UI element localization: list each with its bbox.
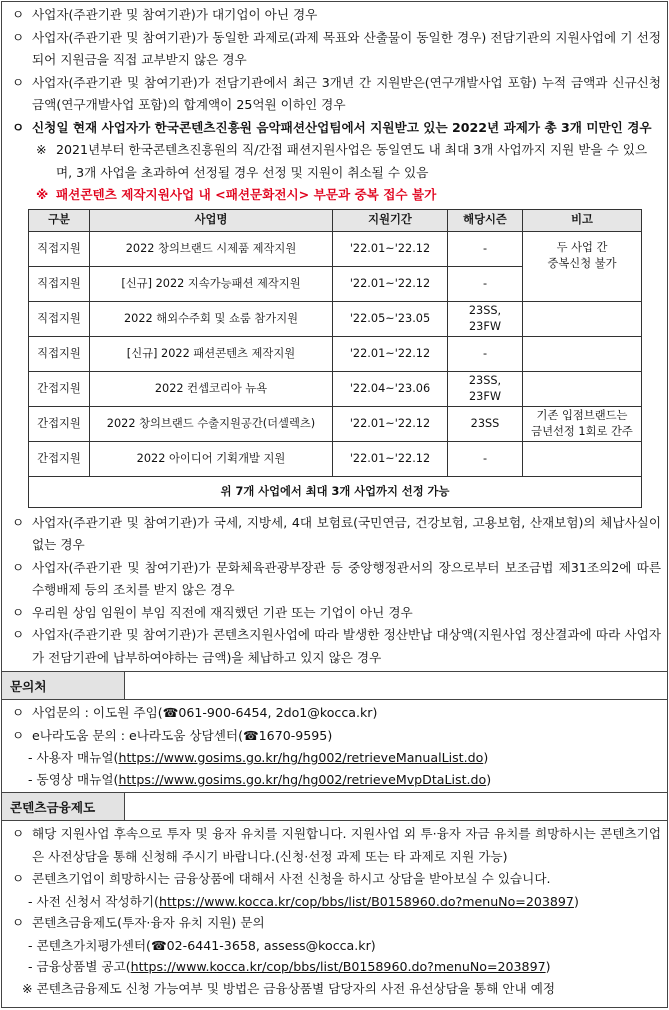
valuation-center-row: - 콘텐츠가치평가센터(☎02-6441-3658, assess@kocca.kr) [28,937,376,953]
bullet-marker: ㅇ [12,826,25,841]
bullet-marker: ㅇ [12,727,25,743]
table-footer-row [29,476,642,507]
table-row: 직접지원 2022 해외수주회 및 쇼룸 참가지원 '22.05~'23.05 23SS, 23FW [29,301,642,336]
manual-link-row: - 사용자 매뉴얼(https://www.gosims.go.kr/hg/hg002/retrieveManualList.do) [28,750,489,765]
finance-item: ㅇ 콘텐츠기업이 희망하시는 금융상품에 대해서 사전 신청을 하시고 상담을 받아보실 수 있습니다. [10,868,661,891]
user-manual-link[interactable]: https://www.gosims.go.kr/hg/hg002/retrieveManualList.do [118,750,484,765]
bullet-marker: ㅇ [12,915,25,930]
col-header: 구분 [29,209,90,231]
program-table [28,209,642,508]
bullet-marker: ㅇ [12,29,25,45]
col-header: 지원기간 [333,209,448,231]
eligibility-top [2,2,667,671]
eligibility-item: ㅇ 사업자(주관기관 및 참여기관)가 국세, 지방세, 4대 보험료(국민연금, 건강보험, 고용보험, 산재보험)의 체납사실이 없는 경우 [10,512,661,557]
table-row: 간접지원 2022 컨셉코리아 뉴욕 '22.04~'23.06 23SS, 23FW [29,371,642,406]
bullet-marker: ㅇ [12,7,25,22]
section-contact-header [2,671,667,700]
col-header: 비고 [523,209,642,231]
note-limit: ※ 2021년부터 한국콘텐츠진흥원의 직/간접 패션지원사업은 동일연도 내 최대 3개 사업까지 지원 받을 수 있으며, 3개 사업을 초과하여 선정될 경우 선정 및 지원이 취소될 수 있음 [10,139,661,184]
note-marker: ※ [36,187,49,202]
contact-item: ㅇ e나라도움 문의 : e나라도움 상담센터(☎1670-9595) [10,725,661,748]
eligibility-item-bold: ㅇ 신청일 현재 사업자가 한국콘텐츠진흥원 음악패션산업팀에서 지원받고 있는 2022년 과제가 총 3개 미만인 경우 [10,117,661,140]
section-label: 콘텐츠금융제도 [2,793,125,820]
bullet-marker: ㅇ [12,559,25,575]
finance-item: ㅇ 해당 지원사업 후속으로 투자 및 융자 유치를 지원합니다. 지원사업 외 투·융자 자금 유치를 희망하시는 콘텐츠기업은 사전상담을 통해 신청해 주시기 바랍니다.(신청·선정 과제 또는 타 과제로 지원 가능) [10,823,661,868]
contact-item: ㅇ 사업문의 : 이도원 주임(☎061-900-6454, 2do1@kocca.kr) [10,702,661,725]
table-header-row [29,209,642,231]
remark-duplicate: 두 사업 간 중복신청 불가 [523,231,642,301]
bullet-marker: ㅇ [12,871,25,886]
eligibility-item: ㅇ 사업자(주관기관 및 참여기관)가 전담기관에서 최근 3개년 간 지원받은(연구개발사업 포함) 누적 금액과 신규신청금액(연구개발사업 포함)의 합계액이 25억원 이하인 경우 [10,72,661,117]
eligibility-item: ㅇ 우리원 상임 임원이 부임 직전에 재직했던 기관 또는 기업이 아닌 경우 [10,602,661,625]
eligibility-item: ㅇ 사업자(주관기관 및 참여기관)가 문화체육관광부장관 등 중앙행정관서의 장으로부터 보조금법 제31조의2에 따른 수행배제 등의 조치를 받지 않은 경우 [10,557,661,602]
col-header: 해당시즌 [448,209,523,231]
final-note: ※ 콘텐츠금융제도 신청 가능여부 및 방법은 금융상품별 담당자의 사전 유선상담을 통해 안내 예정 [22,980,556,996]
table-row: 직접지원 2022 창의브랜드 시제품 제작지원 '22.01~'22.12 - 두 사업 간 중복신청 불가 [29,231,642,266]
bullet-marker: ㅇ [12,604,25,620]
col-header: 사업명 [90,209,333,231]
table-row: 직접지원 [신규] 2022 지속가능패션 제작지원 '22.01~'22.12 - [29,266,642,301]
eligibility-item: ㅇ 사업자(주관기관 및 참여기관)가 대기업이 아닌 경우 [10,4,661,27]
section-finance-header [2,792,667,821]
bullet-marker: ㅇ [12,119,25,135]
pre-application-link[interactable]: https://www.kocca.kr/cop/bbs/list/B0158960.do?menuNo=203897 [158,893,574,909]
bullet-marker: ㅇ [12,627,25,642]
table-footer: 위 7개 사업에서 최대 3개 사업까지 선정 가능 [29,476,642,507]
pre-application-link-row: - 사전 신청서 작성하기(https://www.kocca.kr/cop/bbs/list/B0158960.do?menuNo=203897) [28,893,579,909]
section-label: 문의처 [2,672,125,699]
note-marker: ※ [36,142,47,157]
bullet-marker: ㅇ [12,705,25,720]
table-row: 직접지원 [신규] 2022 패션콘텐츠 제작지원 '22.01~'22.12 - [29,336,642,371]
finance-block [2,821,667,1001]
eligibility-item: ㅇ 사업자(주관기관 및 참여기관)가 콘텐츠지원사업에 따라 발생한 정산반납 대상액(지원사업 정산결과에 따라 사업자가 전담기관에 납부하여야하는 금액)을 체납하고 있지 않은 경우 [10,624,661,669]
product-notice-link[interactable]: https://www.kocca.kr/cop/bbs/list/B0158960.do?menuNo=203897 [130,959,546,974]
remark-existing: 기존 입점브랜드는 금년선정 1회로 간주 [523,406,642,441]
document-page [1,1,668,1008]
table-row: 간접지원 2022 창의브랜드 수출지원공간(더셀렉츠) '22.01~'22.12 23SS 기존 입점브랜드는 금년선정 1회로 간주 [29,406,642,441]
video-manual-link[interactable]: https://www.gosims.go.kr/hg/hg002/retrieveMvpDtaList.do [118,771,487,787]
finance-item: ㅇ 콘텐츠금융제도(투자·융자 유치 지원) 문의 [10,912,661,935]
eligibility-item: ㅇ 사업자(주관기관 및 참여기관)가 동일한 과제로(과제 목표와 산출물이 동일한 경우) 전담기관의 지원사업에 기 선정되어 지원금을 직접 교부받지 않은 경우 [10,27,661,72]
video-manual-link-row: - 동영상 매뉴얼(https://www.gosims.go.kr/hg/hg002/retrieveMvpDtaList.do) [28,771,492,787]
contact-block [2,700,667,792]
note-duplicate: ※ 패션콘텐츠 제작지원사업 내 <패션문화전시> 부문과 중복 접수 불가 [10,184,661,207]
table-row: 간접지원 2022 아이디어 기획개발 지원 '22.01~'22.12 - [29,441,642,476]
bullet-marker: ㅇ [12,74,25,90]
bullet-marker: ㅇ [12,514,25,530]
product-notice-link-row: - 금융상품별 공고(https://www.kocca.kr/cop/bbs/list/B0158960.do?menuNo=203897) [28,959,551,974]
